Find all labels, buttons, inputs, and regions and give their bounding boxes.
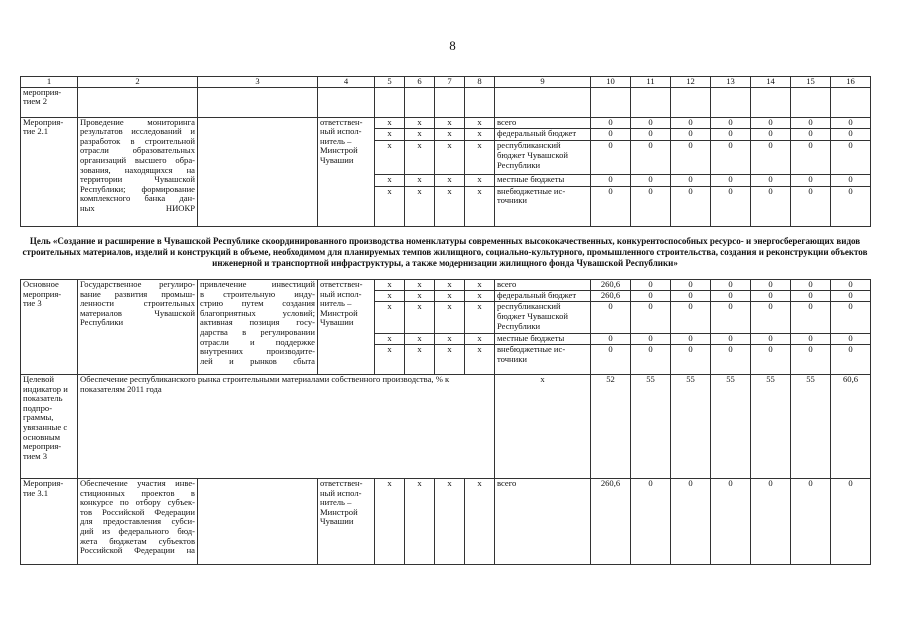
x-cell: x bbox=[465, 117, 495, 129]
x-cell: x bbox=[405, 333, 435, 344]
value-cell: 0 bbox=[831, 291, 871, 302]
table-row bbox=[21, 280, 871, 291]
value-cell: 0 bbox=[591, 117, 631, 129]
funding-source: всего bbox=[495, 280, 591, 291]
value-cell: 0 bbox=[831, 479, 871, 565]
col-header: 13 bbox=[711, 77, 751, 88]
x-cell: x bbox=[465, 479, 495, 565]
value-cell: 0 bbox=[631, 345, 671, 375]
x-cell: x bbox=[465, 345, 495, 375]
value-cell: 0 bbox=[671, 479, 711, 565]
value-cell: 0 bbox=[751, 186, 791, 226]
value-cell: 0 bbox=[831, 333, 871, 344]
value-cell: 0 bbox=[831, 141, 871, 174]
x-cell: x bbox=[375, 280, 405, 291]
value-cell: 0 bbox=[791, 129, 831, 141]
x-cell: x bbox=[435, 129, 465, 141]
col-header: 14 bbox=[751, 77, 791, 88]
indicator-name: Целевой индикатор и показатель подпро- граммы, увязанные с основным мероприя- тием 3 bbox=[21, 375, 78, 479]
value-cell: 0 bbox=[631, 186, 671, 226]
value-cell: 0 bbox=[791, 333, 831, 344]
value-cell: 0 bbox=[631, 302, 671, 333]
x-cell: x bbox=[405, 129, 435, 141]
responsible: ответствен- ный испол- нитель – Минстрой Чувашии bbox=[318, 117, 375, 226]
value-cell: 0 bbox=[751, 479, 791, 565]
funding-source: внебюджетные ис- точники bbox=[495, 186, 591, 226]
col-header: 12 bbox=[671, 77, 711, 88]
x-cell: x bbox=[465, 141, 495, 174]
page-number: 8 bbox=[449, 38, 456, 53]
value-cell: 0 bbox=[671, 345, 711, 375]
value-cell: 0 bbox=[831, 186, 871, 226]
funding-source: республиканский бюджет Чувашской Республики bbox=[495, 141, 591, 174]
value-cell: 0 bbox=[711, 117, 751, 129]
x-cell: x bbox=[405, 345, 435, 375]
x-cell: x bbox=[405, 302, 435, 333]
value-cell: 55 bbox=[751, 375, 791, 479]
top-table bbox=[20, 76, 871, 227]
value-cell: 0 bbox=[751, 141, 791, 174]
x-cell: x bbox=[435, 280, 465, 291]
funding-source: федеральный бюджет bbox=[495, 129, 591, 141]
x-cell: x bbox=[435, 186, 465, 226]
col-header: 5 bbox=[375, 77, 405, 88]
row-label: мероприя- тием 2 bbox=[21, 87, 78, 117]
x-cell: x bbox=[375, 333, 405, 344]
x-cell: x bbox=[435, 333, 465, 344]
value-cell: 60,6 bbox=[831, 375, 871, 479]
event-description: Проведение мониторинга результатов исследований и разработок в строительной отрасли образовательных организаций высшего обра- зования, находящихся на территории Чувашской Республики; формирование комплексного банка дан- ных НИОКР bbox=[78, 117, 198, 226]
x-cell: x bbox=[435, 291, 465, 302]
value-cell: 0 bbox=[791, 291, 831, 302]
x-cell: x bbox=[405, 479, 435, 565]
value-cell: 0 bbox=[671, 141, 711, 174]
col-header: 7 bbox=[435, 77, 465, 88]
value-cell: 52 bbox=[591, 375, 631, 479]
value-cell: 0 bbox=[791, 117, 831, 129]
value-cell: 0 bbox=[711, 479, 751, 565]
table-row bbox=[21, 87, 871, 117]
value-cell: 0 bbox=[791, 479, 831, 565]
value-cell: 0 bbox=[711, 141, 751, 174]
col-header: 8 bbox=[465, 77, 495, 88]
value-cell: 0 bbox=[831, 302, 871, 333]
funding-source: внебюджетные ис- точники bbox=[495, 345, 591, 375]
value-cell: 0 bbox=[711, 333, 751, 344]
x-cell: x bbox=[435, 117, 465, 129]
value-cell: 0 bbox=[591, 302, 631, 333]
value-cell: 0 bbox=[751, 333, 791, 344]
x-cell: x bbox=[405, 141, 435, 174]
col-header: 9 bbox=[495, 77, 591, 88]
table-row bbox=[21, 479, 871, 565]
value-cell: 0 bbox=[791, 345, 831, 375]
value-cell: 0 bbox=[591, 333, 631, 344]
value-cell: 0 bbox=[671, 333, 711, 344]
value-cell: 260,6 bbox=[591, 291, 631, 302]
funding-source: местные бюджеты bbox=[495, 333, 591, 344]
x-cell: x bbox=[375, 302, 405, 333]
funding-source: федеральный бюджет bbox=[495, 291, 591, 302]
value-cell: 0 bbox=[751, 345, 791, 375]
value-cell: 0 bbox=[591, 186, 631, 226]
x-cell: x bbox=[375, 186, 405, 226]
event-name: Мероприя- тие 3.1 bbox=[21, 479, 78, 565]
value-cell: 0 bbox=[831, 280, 871, 291]
funding-source: всего bbox=[495, 117, 591, 129]
value-cell: 0 bbox=[791, 174, 831, 186]
x-cell: x bbox=[375, 141, 405, 174]
value-cell: 0 bbox=[711, 280, 751, 291]
event-name: Мероприя- тие 2.1 bbox=[21, 117, 78, 226]
responsible: ответствен- ный испол- нитель – Минстрой Чувашии bbox=[318, 479, 375, 565]
value-cell: 260,6 bbox=[591, 479, 631, 565]
x-cell: x bbox=[375, 174, 405, 186]
value-cell: 0 bbox=[631, 141, 671, 174]
col-header: 16 bbox=[831, 77, 871, 88]
value-cell: 0 bbox=[711, 302, 751, 333]
x-cell: x bbox=[435, 174, 465, 186]
x-cell: x bbox=[465, 291, 495, 302]
x-cell: x bbox=[405, 291, 435, 302]
value-cell: 0 bbox=[591, 129, 631, 141]
value-cell: 0 bbox=[591, 141, 631, 174]
x-cell: x bbox=[405, 174, 435, 186]
value-cell: 0 bbox=[631, 129, 671, 141]
value-cell: 0 bbox=[711, 129, 751, 141]
x-cell: x bbox=[375, 129, 405, 141]
x-cell: x bbox=[465, 302, 495, 333]
value-cell: 0 bbox=[631, 291, 671, 302]
value-cell: 0 bbox=[791, 280, 831, 291]
x-cell: x bbox=[375, 291, 405, 302]
value-cell: 0 bbox=[751, 174, 791, 186]
value-cell: 0 bbox=[591, 345, 631, 375]
funding-source: всего bbox=[495, 479, 591, 565]
col-header: 6 bbox=[405, 77, 435, 88]
x-cell: x bbox=[465, 333, 495, 344]
value-cell: 0 bbox=[671, 129, 711, 141]
value-cell: 0 bbox=[751, 291, 791, 302]
col-header: 2 bbox=[78, 77, 198, 88]
value-cell: 55 bbox=[671, 375, 711, 479]
funding-source: местные бюджеты bbox=[495, 174, 591, 186]
table-row bbox=[21, 375, 871, 479]
value-cell: 0 bbox=[671, 174, 711, 186]
value-cell: 0 bbox=[791, 302, 831, 333]
goal-heading: Цель «Создание и расширение в Чувашской Республике скоординированного производства номенклатуры современных высококачественных, конкурентоспособных ресурсо- и энергосберегающих видов строительных материалов, изделий и конструкций в объеме, необходимом для планируемых темпов жилищного, социально-культурного, промышленного строительства, создания и реконструкции объектов инженерной и транспортной инфраструктуры, а также модернизации жилищного фонда Чувашской Республики» bbox=[22, 236, 868, 268]
value-cell: 0 bbox=[591, 174, 631, 186]
value-cell: 0 bbox=[711, 345, 751, 375]
value-cell: 0 bbox=[751, 280, 791, 291]
x-cell: x bbox=[405, 117, 435, 129]
value-cell: 0 bbox=[711, 291, 751, 302]
col-header: 4 bbox=[318, 77, 375, 88]
x-cell: x bbox=[435, 141, 465, 174]
value-cell: 0 bbox=[831, 129, 871, 141]
value-cell: 55 bbox=[711, 375, 751, 479]
value-cell: 0 bbox=[831, 345, 871, 375]
x-cell: x bbox=[435, 345, 465, 375]
value-cell: 0 bbox=[671, 117, 711, 129]
x-cell: x bbox=[405, 186, 435, 226]
value-cell: 0 bbox=[791, 141, 831, 174]
x-cell: x bbox=[465, 186, 495, 226]
col-header: 11 bbox=[631, 77, 671, 88]
value-cell: 0 bbox=[711, 174, 751, 186]
value-cell: 0 bbox=[791, 186, 831, 226]
x-cell: x bbox=[375, 479, 405, 565]
value-cell: 0 bbox=[671, 291, 711, 302]
event-description: Государственное регулиро- вание развития промыш- ленности строительных материалов Чувашской Республики bbox=[78, 280, 198, 375]
event-name: Основное мероприя- тие 3 bbox=[21, 280, 78, 375]
col-header: 10 bbox=[591, 77, 631, 88]
x-cell: x bbox=[495, 375, 591, 479]
col-header: 3 bbox=[198, 77, 318, 88]
value-cell: 55 bbox=[631, 375, 671, 479]
value-cell: 0 bbox=[751, 302, 791, 333]
value-cell: 0 bbox=[671, 186, 711, 226]
value-cell: 0 bbox=[631, 174, 671, 186]
x-cell: x bbox=[465, 174, 495, 186]
expected-result: привлечение инвестиций в строительную инду- стрию путем создания благоприятных условий; активная позиция госу- дарства в регулировании отрасли и поддержке внутренних производите- лей и рынков сбыта bbox=[198, 280, 318, 375]
x-cell: x bbox=[375, 345, 405, 375]
responsible: ответствен- ный испол- нитель – Минстрой Чувашии bbox=[318, 280, 375, 375]
value-cell: 0 bbox=[711, 186, 751, 226]
column-number-row bbox=[21, 77, 871, 88]
event-description: Обеспечение участия инве- стиционных проектов в конкурсе по отбору субъек- тов Российской Федерации для предоставления субси- дий из федерального бюд- жета бюджетам субъектов Российской Федерации на bbox=[78, 479, 198, 565]
value-cell: 0 bbox=[631, 117, 671, 129]
value-cell: 0 bbox=[751, 117, 791, 129]
x-cell: x bbox=[375, 117, 405, 129]
value-cell: 0 bbox=[671, 302, 711, 333]
value-cell: 0 bbox=[671, 280, 711, 291]
value-cell: 0 bbox=[631, 333, 671, 344]
x-cell: x bbox=[465, 280, 495, 291]
x-cell: x bbox=[435, 302, 465, 333]
value-cell: 0 bbox=[831, 117, 871, 129]
x-cell: x bbox=[405, 280, 435, 291]
col-header: 15 bbox=[791, 77, 831, 88]
col-header: 1 bbox=[21, 77, 78, 88]
value-cell: 0 bbox=[831, 174, 871, 186]
funding-source: республиканский бюджет Чувашской Республики bbox=[495, 302, 591, 333]
x-cell: x bbox=[435, 479, 465, 565]
indicator-description: Обеспечение республиканского рынка строительными материалами собственного производства, % к показателям 2011 года bbox=[78, 375, 495, 479]
value-cell: 0 bbox=[631, 479, 671, 565]
value-cell: 0 bbox=[751, 129, 791, 141]
value-cell: 55 bbox=[791, 375, 831, 479]
value-cell: 260,6 bbox=[591, 280, 631, 291]
x-cell: x bbox=[465, 129, 495, 141]
bottom-table bbox=[20, 279, 871, 565]
value-cell: 0 bbox=[631, 280, 671, 291]
table-row bbox=[21, 117, 871, 129]
